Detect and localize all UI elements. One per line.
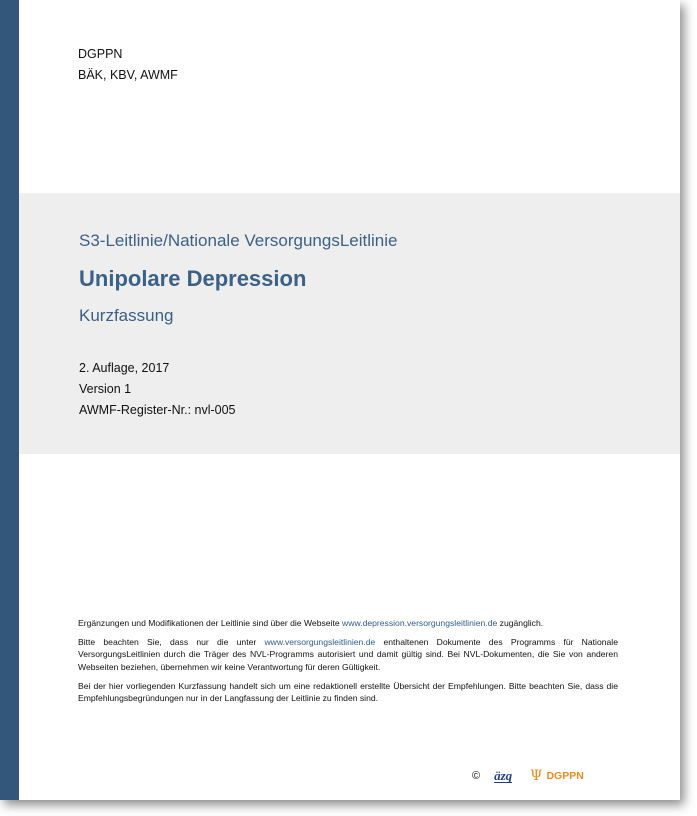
note-text: zugänglich. bbox=[497, 618, 544, 628]
document-subtitle: Kurzfassung bbox=[79, 306, 174, 325]
edition: 2. Auflage, 2017 bbox=[79, 361, 170, 375]
note-paragraph-3: Bei der hier vorliegenden Kurzfassung handelt sich um eine redaktionell erstellte Übersicht der Empfehlungen. Bitte beachten Sie, dass die Empfehlungsbegründungen nur in der Langfassung der Leitlinie zu finden sind. bbox=[78, 680, 618, 704]
note-text: enthaltenen Dokumente des Programms für Nationale VersorgungsLeitlinien durch die Träger des NVL-Programms autorisiert und damit gültig sind. Bei NVL-Dokumenten, die Sie von anderen Webseiten beziehen, übernehmen wir keine Verantwortung für deren Gültigkeit. bbox=[78, 637, 618, 672]
dgppn-logo bbox=[530, 768, 584, 784]
publisher-block bbox=[78, 44, 178, 86]
document-title: Unipolare Depression bbox=[79, 266, 307, 291]
note-paragraph-2 bbox=[78, 636, 618, 673]
footer-logos bbox=[472, 766, 584, 786]
side-color-bar bbox=[0, 0, 19, 800]
edition-info bbox=[79, 358, 236, 421]
copyright-symbol: © bbox=[472, 770, 481, 782]
publisher-line-1: DGPPN bbox=[78, 47, 123, 61]
psi-icon: Ψ bbox=[530, 768, 543, 784]
guideline-series: S3-Leitlinie/Nationale VersorgungsLeitlinie bbox=[79, 231, 398, 250]
depression-website-link[interactable]: www.depression.versorgungsleitlinien.de bbox=[342, 618, 498, 628]
register-number: AWMF-Register-Nr.: nvl-005 bbox=[79, 403, 236, 417]
publisher-line-2: BÄK, KBV, AWMF bbox=[78, 68, 178, 82]
note-text: Ergänzungen und Modifikationen der Leitlinie sind über die Webseite bbox=[78, 618, 343, 628]
version: Version 1 bbox=[79, 382, 132, 396]
note-paragraph-1 bbox=[78, 617, 618, 629]
notes-section bbox=[78, 617, 618, 711]
note-text: Bitte beachten Sie, dass nur die unter bbox=[78, 637, 265, 648]
title-band bbox=[19, 193, 680, 454]
aezq-logo: äzq bbox=[494, 768, 513, 783]
versorgungsleitlinien-link[interactable]: www.versorgungsleitlinien.de bbox=[264, 637, 376, 648]
dgppn-logo-text: DGPPN bbox=[546, 770, 584, 782]
